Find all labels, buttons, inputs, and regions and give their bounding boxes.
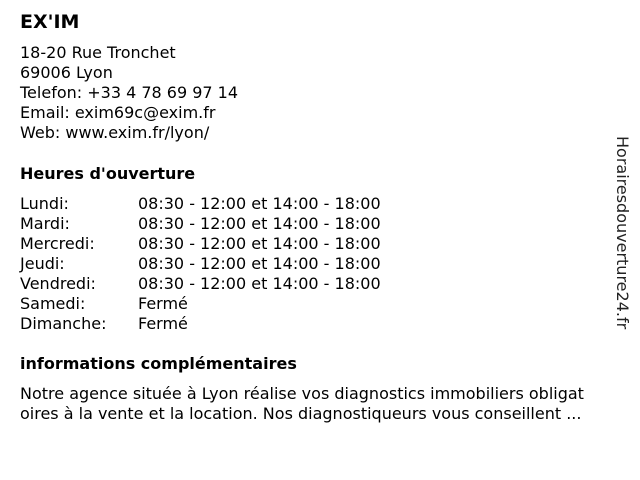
day-hours: 08:30 - 12:00 et 14:00 - 18:00 bbox=[138, 194, 381, 213]
day-label: Mardi: bbox=[20, 214, 70, 233]
hours-row-monday bbox=[20, 194, 381, 214]
day-hours: 08:30 - 12:00 et 14:00 - 18:00 bbox=[138, 214, 381, 233]
description-line: Notre agence située à Lyon réalise vos diagnostics immobiliers obligat bbox=[20, 384, 584, 403]
day-label: Jeudi: bbox=[20, 254, 65, 273]
business-name: EX'IM bbox=[20, 11, 80, 33]
address-street: 18-20 Rue Tronchet bbox=[20, 43, 176, 62]
hours-row-thursday bbox=[20, 254, 381, 274]
additional-info-text bbox=[20, 384, 632, 424]
day-label: Vendredi: bbox=[20, 274, 96, 293]
day-label: Samedi: bbox=[20, 294, 86, 313]
day-label: Lundi: bbox=[20, 194, 69, 213]
phone-number: Telefon: +33 4 78 69 97 14 bbox=[20, 83, 239, 102]
website-address: Web: www.exim.fr/lyon/ bbox=[20, 123, 210, 142]
opening-hours-heading: Heures d'ouverture bbox=[20, 164, 196, 183]
hours-row-saturday bbox=[20, 294, 381, 314]
day-label: Mercredi: bbox=[20, 234, 95, 253]
site-watermark-label: Horairesdouverture24.fr bbox=[613, 136, 632, 330]
day-hours: Fermé bbox=[138, 314, 188, 333]
hours-row-tuesday bbox=[20, 214, 381, 234]
hours-row-wednesday bbox=[20, 234, 381, 254]
day-hours: 08:30 - 12:00 et 14:00 - 18:00 bbox=[138, 274, 381, 293]
day-hours: Fermé bbox=[138, 294, 188, 313]
day-hours: 08:30 - 12:00 et 14:00 - 18:00 bbox=[138, 234, 381, 253]
day-hours: 08:30 - 12:00 et 14:00 - 18:00 bbox=[138, 254, 381, 273]
hours-row-friday bbox=[20, 274, 381, 294]
address-city: 69006 Lyon bbox=[20, 63, 113, 82]
day-label: Dimanche: bbox=[20, 314, 107, 333]
hours-row-sunday bbox=[20, 314, 381, 334]
additional-info-heading: informations complémentaires bbox=[20, 354, 297, 373]
email-address: Email: exim69c@exim.fr bbox=[20, 103, 216, 122]
opening-hours-table bbox=[20, 194, 381, 334]
description-line: oires à la vente et la location. Nos diagnostiqueurs vous conseillent ... bbox=[20, 404, 582, 423]
contact-block bbox=[20, 43, 238, 143]
